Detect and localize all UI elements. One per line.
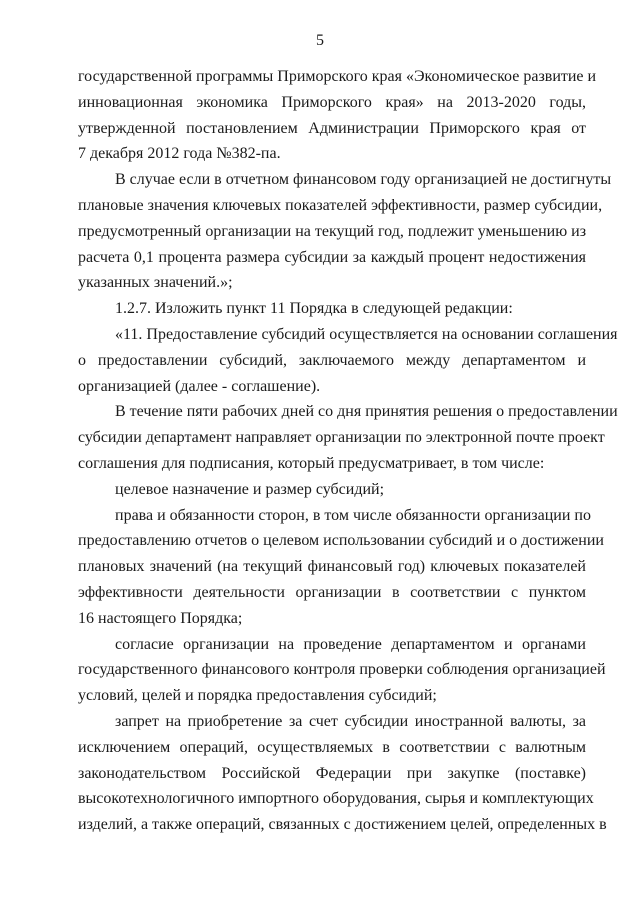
text-line: «11. Предоставление субсидий осуществляется на основании соглашения [115,325,618,343]
page-number: 5 [316,32,324,49]
text-line: субсидии департамент направляет организации по электронной почте проект [78,429,605,447]
text-line: исключением операций, осуществляемых в соответствии с валютным [78,738,586,756]
text-line: предусмотренный организации на текущий год, подлежит уменьшению из [78,222,587,240]
text-line: государственной программы Приморского края «Экономическое развитие и [78,68,597,85]
text-line: инновационная экономика Приморского края» на 2013-2020 годы, [78,93,586,111]
text-line: 7 декабря 2012 года №382-па. [78,145,281,163]
text-line: согласие организации на проведение департаментом и органами [115,635,586,653]
document-body [78,64,618,838]
text-line: эффективности деятельности организации в соответствии с пунктом [78,583,586,601]
text-line: 1.2.7. Изложить пункт 11 Порядка в следующей редакции: [115,300,513,318]
text-line: В течение пяти рабочих дней со дня принятия решения о предоставлении [115,403,618,421]
text-line: законодательством Российской Федерации при закупке (поставке) [78,764,586,782]
text-line: плановых значений (на текущий финансовый год) ключевых показателей [78,558,586,576]
text-line: утвержденной постановлением Администрации Приморского края от [78,119,586,137]
text-line: организацией (далее - соглашение). [78,377,321,395]
text-line: о предоставлении субсидий, заключаемого между департаментом и [78,351,586,369]
text-line: расчета 0,1 процента размера субсидии за каждый процент недостижения [78,248,586,266]
text-line: плановые значения ключевых показателей эффективности, размер субсидии, [78,196,603,214]
text-line: высокотехнологичного импортного оборудования, сырья и комплектующих [78,790,594,808]
text-line: соглашения для подписания, который предусматривает, в том числе: [78,454,545,472]
text-line: целевое назначение и размер субсидий; [115,480,385,498]
text-line: государственного финансового контроля проверки соблюдения организацией [78,661,606,679]
text-line: изделий, а также операций, связанных с достижением целей, определенных в [78,816,607,834]
text-line: условий, целей и порядка предоставления субсидий; [78,687,437,705]
text-line: права и обязанности сторон, в том числе обязанности организации по [115,506,591,524]
text-line: 16 настоящего Порядка; [78,609,243,627]
text-line: В случае если в отчетном финансовом году организацией не достигнуты [115,171,612,189]
text-line: предоставлению отчетов о целевом использовании субсидий и о достижении [78,532,604,550]
text-line: запрет на приобретение за счет субсидии иностранной валюты, за [115,712,586,730]
text-line: указанных значений.»; [78,274,233,292]
